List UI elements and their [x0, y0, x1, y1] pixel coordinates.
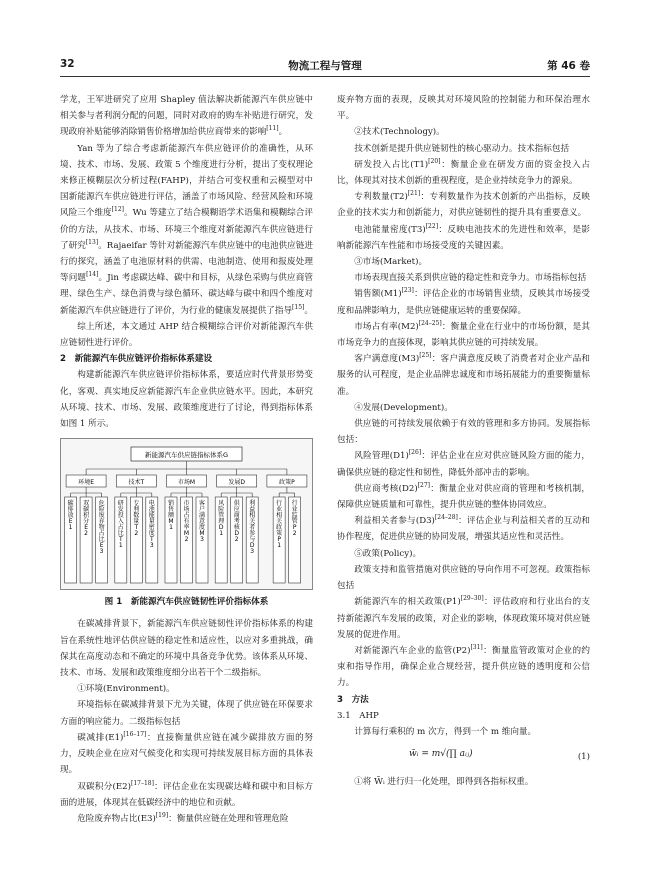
section-heading: 3 方法 — [337, 694, 369, 705]
group-node-label: 环境E — [78, 479, 94, 487]
subheading-policy: ⑤政策(Policy)。 — [354, 548, 422, 559]
group-node-label: 发展D — [228, 479, 246, 487]
leaf-node-label: 销售额 M 1 — [167, 500, 175, 532]
leaf-node-label: 供应商考核 D 2 — [233, 500, 240, 544]
indicator-t3: 电池能量密度(T3)[22]：反映电池技术的先进性和效率，是影响新能源汽车性能和市场接受度的关键因素。 — [337, 222, 590, 251]
indicator-m3: 客户满意度(M3)[25]：客户满意度反映了消费者对企业产品和服务的认可程度，是企业品牌忠诚度和市场拓展能力的重要衡量标准。 — [337, 352, 590, 397]
paragraph: 学龙，王军进研究了应用 Shapley 值法解决新能源汽车供应链中相关参与者利润分配的问题，同时对政府的购车补贴进行研究，发现政府补贴能够消除销售价格增加给供应商带来的影响[11]。 — [60, 95, 313, 138]
group-node-label: 技术T — [128, 479, 145, 487]
paragraph: Yan 等为了综合考虑新能源汽车供应链评价的准确性，从环境、技术、市场、发展、政策 5 个维度进行分析，提出了变权理论来修正模糊层次分析过程(FAHP)，并结合可变权重和云模型对中国新能源汽车供应链进行评估，涵盖了市场风险、经营风险和环境风险三个维度[12]。Wu 等建立了结合模糊语学术语集和模糊综合评价的方法，从技术、市场、环境三个维度对新能源汽车供应链进行了研究[13]。Rajaeifar 等针对新能源汽车供应链中的电池供应链进行的探究，涵盖了电池原材料的供需、电池制造、使用和报废处理等问题[14]。Jin 考虑碳达峰、碳中和目标，从绿色采购与供应商管理、绿色生产、绿色消费与绿色循环、碳达峰与碳中和四个维度对新能源汽车供应链进行了评价，为行业的健康发展提供了指导[15]。 — [60, 143, 313, 316]
paragraph: 综上所述，本文通过 AHP 结合模糊综合评价对新能源汽车供应链韧性进行评价。 — [60, 321, 313, 349]
indicator-m2: 市场占有率(M2)[24–25]：衡量企业在行业中的市场份额，是其市场竞争力的直接体现，影响其供应链的可持续发展。 — [337, 319, 590, 349]
indicator-m1: 销售额(M1)[23]：评估企业的市场销售业绩，反映其市场接受度和品牌影响力，是供应链健康运转的重要保障。 — [337, 287, 590, 316]
paragraph: 环境指标在碳减排背景下尤为关键，体现了供应链在环保要求方面的响应能力。二级指标包括 — [60, 700, 313, 727]
group-node-label: 市场M — [177, 479, 196, 487]
journal-title: 物流工程与管理 — [288, 60, 362, 72]
indicator-d2: 供应商考核(D2)[27]：衡量企业对供应商的管理和考核机制，保障供应链质量和可靠性，提升供应链的整体协同效应。 — [337, 482, 590, 511]
paragraph: 供应链的可持续发展依赖于有效的管理和多方协同。发展指标包括： — [337, 419, 590, 446]
right-column — [337, 92, 590, 790]
paragraph: 政策支持和监管措施对供应链的导向作用不可忽视。政策指标包括 — [337, 564, 590, 592]
leaf-node-label: 双碳积分 E 2 — [83, 500, 90, 538]
subheading-development: ④发展(Development)。 — [354, 402, 453, 413]
paragraph: ①将 W̄ᵢ 进行归一化处理，即得到各指标权重。 — [354, 777, 534, 788]
indicator-d3: 利益相关者参与(D3)[24–28]：评估企业与利益相关者的互动和协作程度，促进供应链的协同发展，增强其适应性和灵活性。 — [337, 514, 590, 543]
leaf-node-label: 利益相关者参与 D 3 — [249, 500, 256, 556]
paragraph: 构建新能源汽车供应链评价指标体系，要适应时代背景形势变化，客观、真实地反应新能源汽车企业供应链水平。因此，本研究从环境、技术、市场、发展、政策维度进行了讨论，得到指标体系如图 1 所示。 — [60, 370, 313, 430]
leaf-node-label: 行业相关政策 P 1 — [276, 500, 283, 550]
leaf-node-label: 碳排放 E 1 — [67, 500, 74, 532]
paragraph: 废弃物方面的表现，反映其对环境风险的控制能力和环保治理水平。 — [337, 95, 590, 122]
leaf-node-label: 风险管理 D 1 — [218, 500, 225, 538]
indicator-t2: 专利数量(T2)[21]：专利数量作为技术创新的产出指标，反映企业的技术实力和创新能力，对供应链韧性的提升具有重要意义。 — [337, 190, 590, 219]
indicator-e3: 危险废弃物占比(E3)[19]：衡量供应链在处理和管理危险 — [77, 812, 289, 824]
group-node-label: 政策P — [279, 479, 295, 487]
indicator-e2: 双碳积分(E2)[17–18]：评估企业在实现碳达峰和碳中和目标方面的进展，体现其在低碳经济中的地位和贡献。 — [60, 779, 313, 808]
indicator-d1: 风险管理(D1)[26]：评估企业在应对供应链风险方面的能力，确保供应链的稳定性和韧性，降低外部冲击的影响。 — [337, 449, 590, 478]
hierarchy-svg — [61, 439, 312, 589]
volume-label: 第 46 卷 — [547, 60, 590, 72]
equation-1 — [337, 740, 590, 774]
root-node-label: 新能源汽车供应链指标体系G — [144, 451, 229, 460]
indicator-t1: 研发投入占比(T1)[20]：衡量企业在研发方面的资金投入占比，体现其对技术创新的重视程度，是企业持续竞争力的源泉。 — [337, 157, 590, 187]
paragraph: 在碳减排背景下，新能源汽车供应链韧性评价指标体系的构建旨在系统性地评估供应链的稳定性和适应性，以应对多重挑战，确保其在高度动态和不确定的环境中具备竞争优势。该体系从环境、技术、市场、发展和政策维度细分出若干个二级指标。 — [60, 619, 313, 679]
figure-hierarchy-diagram — [60, 438, 313, 590]
subheading-technology: ②技术(Technology)。 — [354, 127, 445, 138]
subsection-heading: 3.1 AHP — [337, 710, 379, 721]
leaf-node-label: 市场占有率 M 2 — [183, 500, 190, 544]
leaf-node-label: 研发投入占比 T 1 — [117, 500, 124, 550]
paragraph: 技术创新是提升供应链韧性的核心驱动力。技术指标包括 — [354, 143, 570, 154]
indicator-e1: 碳减排(E1)[16–17]：直接衡量供应链在减少碳排放方面的努力，反映企业在应对气候变化和实现可持续发展目标方面的具体表现。 — [60, 731, 313, 776]
page-number: 32 — [60, 58, 75, 70]
leaf-node-label: 危险废弃物占比 E 3 — [98, 500, 105, 556]
subheading-market: ③市场(Market)。 — [354, 257, 428, 268]
indicator-p2: 对新能源汽车企业的监管(P2)[31]：衡量监管政策对企业的约束和指导作用，确保企业合规经营，提升供应链的透明度和公信力。 — [337, 644, 590, 689]
paragraph: 市场表现直接关系到供应链的稳定性和竞争力。市场指标包括 — [354, 273, 587, 284]
subheading-environment: ①环境(Environment)。 — [77, 684, 175, 695]
paragraph: 计算每行乘积的 m 次方，得到一个 m 维向量。 — [354, 726, 537, 737]
leaf-node-label: 客户满意度 M 3 — [198, 500, 206, 544]
figure-caption: 图 1 新能源汽车供应链韧性评价指标体系 — [104, 597, 269, 608]
leaf-node-label: 专利数量 T 2 — [133, 500, 140, 538]
indicator-p1: 新能源汽车的相关政策(P1)[29–30]：评估政府和行业出台的支持新能源汽车发展的政策，对企业的影响，体现政策环境对供应链发展的促进作用。 — [337, 595, 590, 640]
equation-expression: w̄ᵢ = m√(∏ aᵢⱼ) — [409, 749, 473, 760]
page-header — [60, 58, 590, 77]
left-column — [60, 92, 313, 827]
leaf-node-label: 行业监管 P 2 — [291, 500, 298, 538]
section-heading: 2 新能源汽车供应链评价指标体系建设 — [60, 354, 213, 365]
leaf-node-label: 电池能量密度 T 3 — [148, 500, 155, 550]
equation-number: (1) — [577, 752, 590, 763]
